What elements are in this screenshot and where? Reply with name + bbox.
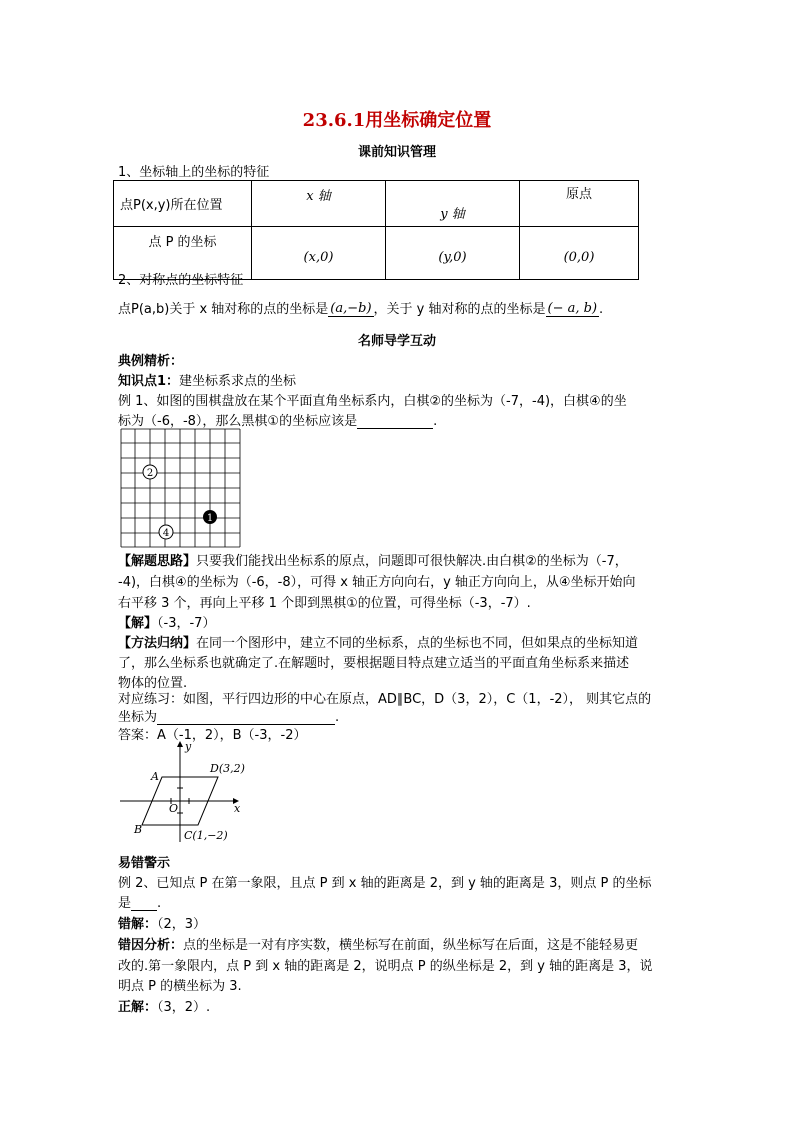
table-header-y-axis: y 轴 (386, 181, 520, 227)
coordinate-axis-table (113, 180, 639, 280)
page-title: 23.6.1用坐标确定位置 (302, 110, 492, 131)
analysis-label: 错因分析： (118, 938, 184, 953)
example-1-line-2 (118, 410, 437, 429)
point-a-label: A (151, 770, 159, 783)
wrong-answer-line (118, 913, 206, 932)
solution-text: （-3，-7） (157, 616, 216, 631)
point-c-label: C(1,−2) (184, 829, 228, 842)
item-1-heading: 1、坐标轴上的坐标的特征 (118, 165, 270, 180)
table-cell-y-axis: (y,0) (386, 227, 520, 280)
analysis-line-1 (118, 934, 638, 953)
white-stone-2-label: 2 (146, 468, 154, 479)
example-2-text: 是 (118, 896, 132, 911)
analysis-line-2: 改的.第一象限内，点 P 到 x 轴的距离是 2，说明点 P 的纵坐标是 2，到 y 轴的距离是 3，说 (118, 959, 653, 974)
method-line-3: 物体的位置. (118, 676, 188, 691)
method-line-2: 了，那么坐标系也就确定了.在解题时，要根据题目特点建立适当的平面直角坐标系来描述 (118, 656, 630, 671)
wrong-answer-text: （2，3） (157, 917, 207, 932)
example-2-end: . (157, 896, 162, 911)
point-d-label: D(3,2) (210, 762, 245, 775)
x-axis-symmetric-answer: (a,−b) (330, 301, 372, 316)
section-heading-teacher-guide: 名师导学互动 (357, 334, 436, 349)
table-header-position: 点P(x,y)所在位置 (114, 181, 252, 227)
origin-label: O (169, 802, 179, 815)
y-axis-symmetric-answer: (− a, b) (547, 301, 598, 316)
table-cell-x-axis: (x,0) (252, 227, 386, 280)
table-header-x-axis: x 轴 (252, 181, 386, 227)
y-axis-label: y (185, 740, 192, 753)
black-stone-1 (203, 510, 217, 524)
point-b-label: B (134, 823, 143, 836)
symmetry-line (118, 298, 603, 317)
symmetry-middle: ，关于 y 轴对称的点的坐标是 (373, 302, 546, 317)
item-2-heading: 2、对称点的坐标特征 (118, 273, 244, 288)
hint-line-3: 右平移 3 个，再向上平移 1 个即到黑棋①的位置，可得坐标（-3，-7）. (118, 596, 531, 611)
common-mistakes-heading: 易错警示 (118, 856, 171, 871)
knowledge-point-text: 建坐标系求点的坐标 (179, 374, 297, 389)
go-board-figure (120, 428, 242, 548)
symmetry-prefix: 点P(a,b)关于 x 轴对称的点的坐标是 (118, 302, 329, 317)
wrong-answer-label: 错解： (118, 917, 158, 932)
examples-heading: 典例精析： (118, 354, 184, 369)
section-heading-pre-class: 课前知识管理 (357, 145, 436, 160)
knowledge-point-line (118, 370, 296, 389)
go-board-grid (121, 429, 240, 547)
method-line-1 (118, 632, 638, 651)
example-2-blank (131, 896, 157, 911)
practice-text: 坐标为 (118, 710, 158, 725)
table-cell-origin: (0,0) (520, 227, 639, 280)
example-1-blank (357, 414, 433, 429)
black-stone-1-label: 1 (206, 513, 214, 524)
practice-line-2 (118, 706, 339, 725)
method-text-1: 在同一个图形中，建立不同的坐标系，点的坐标也不同，但如果点的坐标知道 (196, 636, 639, 651)
correct-answer-label: 正解： (118, 1000, 158, 1015)
method-label: 【方法归纳】 (118, 636, 197, 651)
hint-text-1: 只要我们能找出坐标系的原点，问题即可很快解决.由白棋②的坐标为（-7， (196, 554, 628, 569)
white-stone-4-label: 4 (162, 528, 170, 539)
practice-line-1: 对应练习：如图，平行四边形的中心在原点，AD∥BC，D（3，2），C（1，-2）， 则其它点的 (118, 692, 652, 707)
parallelogram-figure (118, 738, 246, 844)
hint-line-2: -4)，白棋④的坐标为（-6，-8），可得 x 轴正方向向右，y 轴正方向向上，从④坐标开始向 (118, 575, 636, 590)
example-2-line-1: 例 2、已知点 P 在第一象限，且点 P 到 x 轴的距离是 2，到 y 轴的距离是 3，则点 P 的坐标 (118, 876, 652, 891)
solution-line (118, 612, 215, 631)
correct-answer-text: （3，2）. (157, 1000, 211, 1015)
table-row-label: 点 P 的坐标 (114, 227, 252, 280)
solution-label: 【解】 (118, 616, 158, 631)
correct-answer-line (118, 996, 210, 1015)
example-1-line-1: 例 1、如图的围棋盘放在某个平面直角坐标系内，白棋②的坐标为（-7，-4)，白棋④的坐 (118, 394, 627, 409)
white-stone-2 (143, 465, 157, 479)
example-1-text: 标为（-6，-8），那么黑棋①的坐标应该是 (118, 414, 358, 429)
analysis-line-3: 明点 P 的横坐标为 3. (118, 979, 242, 994)
hint-label: 【解题思路】 (118, 554, 197, 569)
x-axis-label: x (234, 802, 241, 815)
example-2-line-2 (118, 892, 161, 911)
practice-blank (157, 710, 335, 725)
hint-line-1 (118, 550, 628, 569)
knowledge-point-label: 知识点1： (118, 374, 180, 389)
practice-end: . (335, 710, 340, 725)
example-1-end: . (433, 414, 438, 429)
symmetry-end: . (599, 302, 604, 317)
analysis-text-1: 点的坐标是一对有序实数，横坐标写在前面，纵坐标写在后面，这是不能轻易更 (183, 938, 639, 953)
table-header-origin: 原点 (520, 181, 639, 227)
practice-answer: 答案：A（-1，2），B（-3，-2） (118, 728, 307, 743)
white-stone-4 (159, 525, 173, 539)
